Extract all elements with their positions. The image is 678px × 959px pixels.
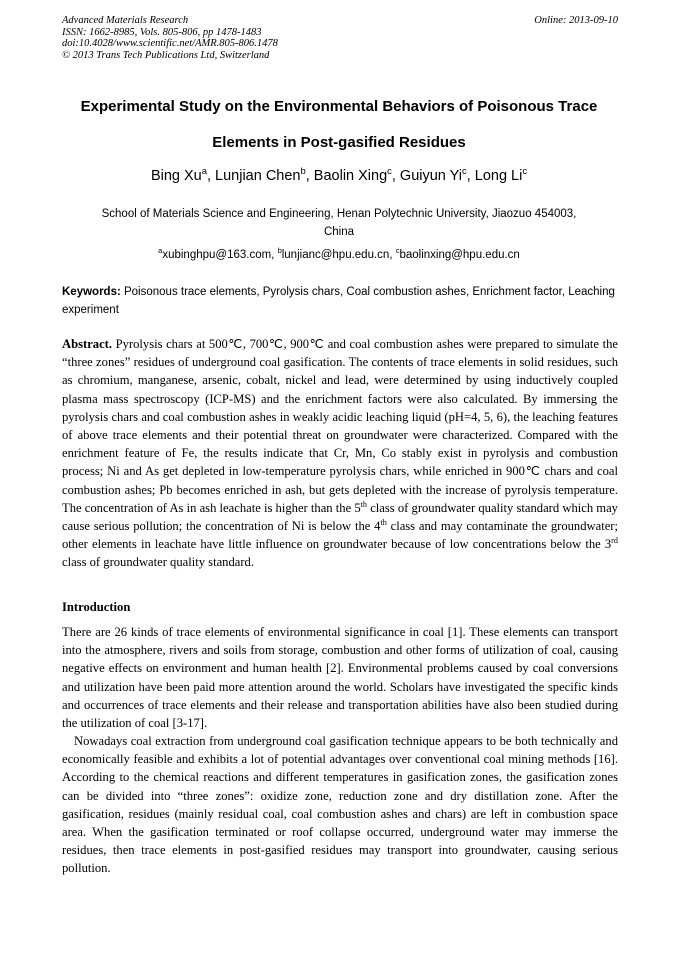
email-address: lunjianc@hpu.edu.cn, [281,249,396,261]
online-date: Online: 2013-09-10 [534,15,618,26]
abstract-text: Pyrolysis chars at 500℃, 700℃, 900℃ and coal combustion ashes were prepared to simulate the “three zones” residues of underground coal gasification. The contents of trace elements in solid residues, such as chromium, manganese, arsenic, cobalt, nickel and lead, were determined by using inductively coupled plasma mass spectroscopy (ICP-MS) and the enrichment factors were also calculated. By immersing the pyrolysis chars and coal combustion ashes in weakly acidic leaching liquid (pH=4, 5, 6), the leaching features of above trace elements and their potential threat on groundwater were characterized. Compared with the enrichment feature of Fe, the results indicate that Cr, Mn, Co stably exist in pyrolysis and combustion process; Ni and As get depleted in low-temperature pyrolysis chars, while enriched in 900℃ chars and coal combustion ashes; Pb becomes enriched in ash, but gets depleted with the increase of pyrolysis temperature. The concentration of As in ash leachate is higher than the 5 [62,337,618,515]
author-separator: , [391,168,400,184]
author-name: Bing Xu [150,168,202,184]
issn-line: ISSN: 1662-8985, Vols. 805-806, pp 1478-1483 [62,26,262,38]
title-line-2: Elements in Post-gasified Residues [212,134,466,151]
abstract-label: Abstract. [62,337,113,351]
author-affil-mark: c [387,165,392,177]
ordinal-suffix: th [360,499,368,509]
keywords-section [62,283,618,319]
introduction-heading: Introduction [62,600,131,614]
journal-name: Advanced Materials Research [62,15,189,26]
author-affil-mark: c [462,165,467,177]
author-affil-mark: b [300,165,306,177]
author-name: Lunjian Chen [215,168,301,184]
author-name: Long Li [474,168,523,184]
author-emails [40,247,638,263]
keywords-text: Poisonous trace elements, Pyrolysis chars, Coal combustion ashes, Enrichment factor, Leaching experiment [62,286,615,316]
abstract-text: class of groundwater quality standard which may cause serious pollution; the concentration of Ni is below the 4 [62,500,618,534]
keywords-label: Keywords: [62,286,121,298]
author-affil-mark: c [522,165,528,177]
affiliation-line-2: China [323,226,355,238]
email-address: xubinghpu@163.com, [162,249,278,261]
journal-header [62,15,618,61]
author-name: Guiyun Yi [399,168,462,184]
email-mark: c [395,246,400,256]
affiliation-line-1: School of Materials Science and Engineering, Henan Polytechnic University, Jiaozuo 454003, [101,208,577,220]
ordinal-suffix: rd [611,536,618,546]
email-mark: a [158,246,163,256]
introduction-paragraph-2: Nowadays coal extraction from underground coal gasification technique appears to be both technically and economically feasible and exhibits a lot of potential advantages over conventional coal mining methods [16]. According to the chemical reactions and different temperatures in gasification zones, the gasification zones can be divided into “three zones”: oxidize zone, reduction zone and dry distillation zone. After the gasification, residues (mainly residual coal, coal combustion ashes and chars) are left in combustion space area. When the gasification terminated or roof collapse occurred, underground water may immerse the residues, then trace elements in post-gasified residues may transport into groundwater, causing serious pollution. [62,734,618,876]
author-affil-mark: a [201,165,207,177]
abstract-section [62,335,618,572]
author-separator: , [206,168,216,184]
doi-line: doi:10.4028/www.scientific.net/AMR.805-806.1478 [62,38,278,49]
abstract-text: class and may contaminate the groundwater; other elements in leachate have little influence on groundwater because of low concentrations below the 3 [62,519,618,552]
email-address: baolinxing@hpu.edu.cn [399,249,520,261]
ordinal-suffix: th [380,517,387,527]
introduction-paragraph-1: There are 26 kinds of trace elements of environmental significance in coal [1]. These elements can transport into the atmosphere, rivers and soils from storage, combustion and other forms of utilization of coal, causing negative effects on environment and human health [2]. Environmental problems caused by coal conversions and utilization have been paid more attention around the world. Scholars have investigated the specific kinds and occurrences of trace elements and their release and transportation abilities have also been studied during the utilization of coal [3-17]. [62,625,618,731]
copyright-line: © 2013 Trans Tech Publications Ltd, Switzerland [62,49,270,61]
title-line-1: Experimental Study on the Environmental Behaviors of Poisonous Trace [80,98,598,115]
affiliation [70,205,608,241]
paper-title [40,89,638,161]
author-separator: , [305,168,314,184]
author-name: Baolin Xing [313,168,388,184]
abstract-text: class of groundwater quality standard. [62,555,254,570]
email-mark: b [277,246,282,256]
author-separator: , [466,168,475,184]
author-list [40,166,638,186]
